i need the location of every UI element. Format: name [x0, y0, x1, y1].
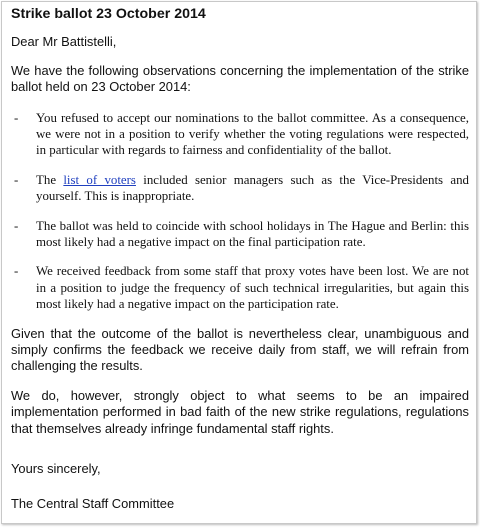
list-dash: - [14, 110, 19, 125]
list-dash: - [14, 264, 19, 279]
letter-title: Strike ballot 23 October 2014 [11, 6, 206, 22]
observation-text: The ballot was held to coincide with school holidays in The Hague and Berlin: this most likely had a negative impact on the final participation rate. [36, 218, 469, 250]
observation-item-holidays [11, 218, 469, 251]
list-dash: - [14, 218, 19, 233]
observation-item-voters [11, 172, 469, 205]
observation-text: We received feedback from some staff that proxy votes have been lost. We are not in a position to judge the frequency of such technical irregularities, but again this most likely had a negative impact on the participation rate. [36, 264, 469, 312]
observation-item-proxy-votes [11, 263, 469, 312]
signature: The Central Staff Committee [11, 496, 175, 512]
intro-paragraph: We have the following observations concerning the implementation of the strike ballot held on 23 October 2014: [11, 63, 469, 95]
outcome-paragraph: Given that the outcome of the ballot is nevertheless clear, unambiguous and simply confirms the feedback we receive daily from staff, we will refrain from challenging the results. [11, 325, 469, 374]
observation-text-before-link: The [36, 172, 64, 187]
observation-list [11, 110, 469, 313]
objection-paragraph: We do, however, strongly object to what seems to be an impaired implementation performed in bad faith of the new strike regulations, regulations that themselves already infringe fundamental staff rights. [11, 388, 469, 436]
list-dash: - [14, 172, 19, 187]
observation-text-after-link: included senior managers such as the Vice-Presidents and yourself. This is inappropriate. [36, 172, 469, 204]
closing-salutation: Yours sincerely, [11, 460, 101, 476]
greeting: Dear Mr Battistelli, [11, 34, 117, 49]
observation-text: You refused to accept our nominations to the ballot committee. As a consequence, we were not in a position to verify whether the voting regulations were respected, in particular with regards to fairness and confidentiality of the ballot. [36, 110, 469, 158]
list-of-voters-link[interactable]: list of voters [63, 172, 136, 187]
observation-item-nominations [11, 110, 469, 159]
letter-document [1, 1, 477, 524]
